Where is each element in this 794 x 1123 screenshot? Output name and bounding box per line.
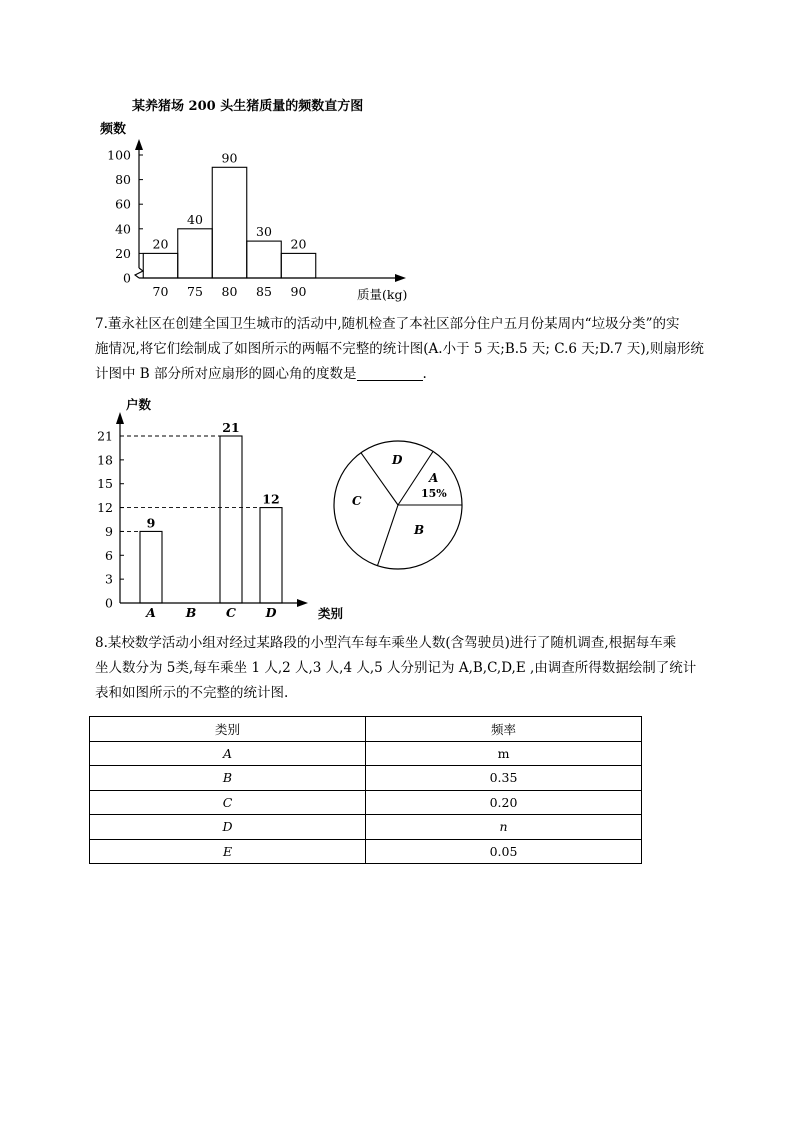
bar-chart-x-label: 类别 bbox=[318, 606, 344, 621]
bar-chart-axes bbox=[116, 412, 308, 607]
table-row bbox=[90, 790, 642, 815]
bar-chart-bar bbox=[260, 508, 282, 603]
bar-chart-y-tick-label: 6 bbox=[105, 547, 113, 563]
histogram-x-tick-label: 85 bbox=[256, 284, 272, 299]
answer-blank bbox=[357, 366, 423, 381]
question-7 bbox=[95, 312, 705, 387]
table-cell-category: E bbox=[90, 839, 366, 864]
histogram-bar bbox=[178, 229, 213, 278]
bar-chart-bar bbox=[140, 531, 162, 603]
q7-line-3-text: 计图中 B 部分所对应扇形的圆心角的度数是 bbox=[95, 366, 357, 382]
bar-chart-bar-label: 12 bbox=[262, 491, 280, 507]
histogram-y-tick-label: 100 bbox=[107, 147, 131, 163]
histogram-y-tick-label: 40 bbox=[115, 221, 131, 237]
q8-line-2: 坐人数分为 5类,每车乘坐 1 人,2 人,3 人,4 人,5 人分别记为 A,B,C,D,E ,由调查所得数据绘制了统计 bbox=[95, 660, 697, 676]
bar-chart-guides bbox=[120, 436, 260, 531]
histogram-y-arrow bbox=[135, 139, 143, 150]
table-cell-frequency: 0.20 bbox=[366, 790, 642, 815]
histogram-x-tick-label: 70 bbox=[152, 284, 169, 299]
histogram-x-tick-label: 80 bbox=[221, 284, 238, 299]
histogram-bar-label: 40 bbox=[187, 211, 203, 227]
table-cell-category: A bbox=[90, 741, 366, 766]
table-cell-frequency: 0.35 bbox=[366, 766, 642, 791]
q7-line-2: 施情况,将它们绘制成了如图所示的两幅不完整的统计图(A.小于 5 天;B.5 天; C.6 天;D.7 天),则扇形统 bbox=[95, 341, 704, 357]
bar-chart-y-tick-label: 3 bbox=[105, 571, 113, 587]
bar-chart-y-label: 户数 bbox=[126, 397, 152, 412]
bar-chart-bar bbox=[220, 436, 242, 603]
pie-label-c: C bbox=[352, 494, 362, 508]
histogram-bars bbox=[143, 150, 316, 278]
table-cell-frequency: 0.05 bbox=[366, 839, 642, 864]
bar-chart-x-arrow bbox=[297, 599, 308, 607]
bar-chart-category-label: D bbox=[265, 605, 277, 620]
bar-chart-category-label: C bbox=[226, 605, 236, 620]
histogram-bar-label: 20 bbox=[152, 236, 169, 252]
pie-label-a-percent: 15% bbox=[421, 487, 447, 500]
table-cell-category: D bbox=[90, 815, 366, 840]
histogram-bar bbox=[281, 253, 316, 278]
q7-line-3-end: . bbox=[422, 366, 427, 382]
bar-chart-y-tick-label: 18 bbox=[97, 452, 113, 468]
pie-label-a: A bbox=[429, 471, 439, 485]
pie-chart bbox=[325, 430, 475, 580]
histogram-x-tick-label: 75 bbox=[187, 284, 203, 299]
column-header-frequency: 频率 bbox=[366, 717, 642, 742]
table-row bbox=[90, 815, 642, 840]
histogram-bar-label: 30 bbox=[256, 224, 272, 240]
bar-chart-ticks bbox=[97, 429, 276, 621]
bar-chart-category-label: A bbox=[146, 605, 156, 620]
table-cell-category: C bbox=[90, 790, 366, 815]
histogram-axes bbox=[135, 139, 406, 282]
bar-chart-y-arrow bbox=[116, 412, 124, 424]
histogram-axis-break bbox=[135, 268, 143, 278]
pie-label-d: D bbox=[392, 453, 403, 467]
histogram-y-tick-label: 0 bbox=[123, 270, 131, 286]
table-row bbox=[90, 839, 642, 864]
histogram-chart bbox=[0, 0, 794, 310]
q8-line-3: 表和如图所示的不完整的统计图. bbox=[95, 685, 289, 701]
bar-chart-y-tick-label: 9 bbox=[105, 523, 113, 539]
histogram-title: 某养猪场 200 头生猪质量的频数直方图 bbox=[132, 99, 364, 114]
households-bar-chart bbox=[0, 390, 344, 625]
histogram-x-label: 质量(kg) bbox=[357, 287, 408, 302]
histogram-bar-label: 20 bbox=[290, 236, 307, 252]
bar-chart-category-label: B bbox=[185, 605, 197, 620]
table-cell-frequency: n bbox=[366, 815, 642, 840]
q8-line-1: 8.某校数学活动小组对经过某路段的小型汽车每车乘坐人数(含驾驶员)进行了随机调查,根据每车乘 bbox=[95, 635, 677, 651]
histogram-bar bbox=[143, 253, 178, 278]
histogram-y-tick-label: 60 bbox=[115, 196, 131, 212]
frequency-table bbox=[89, 716, 642, 864]
table-cell-category: B bbox=[90, 766, 366, 791]
table-row bbox=[90, 766, 642, 791]
question-8 bbox=[95, 631, 705, 706]
histogram-x-tick-label: 90 bbox=[290, 284, 307, 299]
histogram-x-arrow bbox=[395, 274, 406, 282]
bar-chart-bars bbox=[140, 420, 282, 603]
q7-line-1: 7.董永社区在创建全国卫生城市的活动中,随机检查了本社区部分住户五月份某周内“垃圾分类”的实 bbox=[95, 316, 680, 332]
histogram-bar bbox=[247, 241, 282, 278]
column-header-category: 类别 bbox=[90, 717, 366, 742]
table-row bbox=[90, 741, 642, 766]
q7-line-3 bbox=[95, 362, 705, 387]
bar-chart-y-tick-label: 12 bbox=[97, 500, 113, 516]
histogram-y-tick-label: 80 bbox=[115, 172, 131, 188]
bar-chart-bar-label: 21 bbox=[222, 420, 240, 435]
bar-chart-y-tick-label: 21 bbox=[97, 428, 113, 444]
histogram-bar-label: 90 bbox=[221, 150, 238, 166]
table-cell-frequency: m bbox=[366, 741, 642, 766]
pie-label-b: B bbox=[414, 523, 425, 537]
histogram-bar bbox=[212, 167, 247, 278]
bar-chart-bar-label: 9 bbox=[146, 515, 156, 531]
table-header-row bbox=[90, 717, 642, 742]
bar-chart-y-tick-label: 0 bbox=[105, 595, 113, 611]
histogram-y-tick-label: 20 bbox=[115, 245, 131, 261]
histogram-y-label: 频数 bbox=[100, 122, 127, 137]
pie-slice-border-b-c bbox=[378, 505, 399, 566]
bar-chart-y-tick-label: 15 bbox=[97, 476, 113, 492]
